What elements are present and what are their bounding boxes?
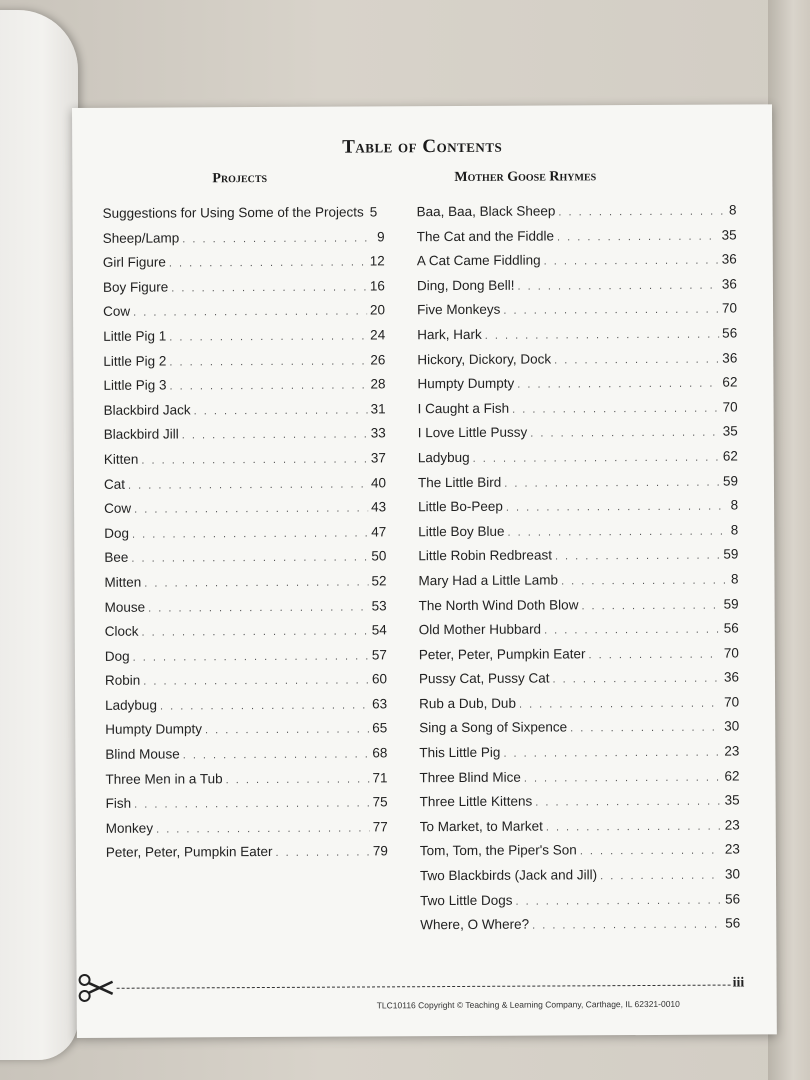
entry-page: 35 bbox=[721, 227, 737, 243]
dot-leader bbox=[508, 525, 728, 538]
dot-leader bbox=[503, 304, 719, 317]
toc-entry bbox=[104, 524, 386, 550]
entry-page: 63 bbox=[372, 696, 388, 712]
dot-leader bbox=[503, 747, 721, 760]
toc-entry bbox=[418, 522, 738, 548]
entry-page: 56 bbox=[722, 325, 738, 341]
toc-entry bbox=[419, 768, 739, 794]
dot-leader bbox=[553, 673, 721, 686]
dot-leader bbox=[544, 624, 721, 637]
entry-page: 57 bbox=[371, 647, 387, 663]
scissors-icon bbox=[77, 970, 117, 1006]
entry-page: 79 bbox=[372, 843, 388, 859]
entry-page: 59 bbox=[722, 473, 738, 489]
entry-page: 62 bbox=[722, 448, 738, 464]
entry-title: Little Boy Blue bbox=[418, 523, 505, 539]
toc-entry bbox=[419, 694, 739, 720]
dot-leader bbox=[194, 404, 368, 417]
dot-leader bbox=[128, 478, 368, 491]
dot-leader bbox=[580, 845, 722, 858]
entry-title: Ladybug bbox=[417, 449, 470, 466]
toc-entry bbox=[417, 252, 737, 278]
toc-entry bbox=[104, 450, 386, 476]
dot-leader bbox=[600, 870, 722, 883]
dot-leader bbox=[133, 306, 367, 319]
toc-entry bbox=[103, 204, 385, 230]
dot-leader bbox=[524, 771, 722, 784]
dot-leader bbox=[554, 353, 719, 366]
entry-page: 8 bbox=[730, 497, 739, 513]
entry-page: 70 bbox=[722, 399, 738, 415]
dot-leader bbox=[141, 626, 368, 639]
copyright-notice: TLC10116 Copyright © Teaching & Learning Company, Carthage, IL 62321-0010 bbox=[376, 998, 680, 1011]
dot-leader bbox=[144, 576, 368, 589]
toc-entry bbox=[418, 498, 738, 524]
entry-title: Mouse bbox=[104, 599, 146, 615]
entry-title: Fish bbox=[105, 795, 132, 812]
toc-entry bbox=[103, 327, 385, 353]
toc-entry bbox=[104, 426, 386, 452]
entry-title: Ding, Dong Bell! bbox=[416, 277, 515, 293]
entry-page: 43 bbox=[371, 499, 387, 515]
entry-title: Blackbird Jill bbox=[103, 426, 179, 443]
dot-leader bbox=[169, 355, 367, 368]
entry-page: 68 bbox=[372, 745, 388, 761]
entry-title: Little Pig 1 bbox=[103, 328, 167, 344]
dot-leader bbox=[134, 798, 370, 811]
toc-entry bbox=[418, 399, 738, 425]
entry-title: Boy Figure bbox=[102, 279, 169, 295]
entry-page: 40 bbox=[370, 474, 387, 490]
toc-entry bbox=[420, 842, 740, 868]
entry-title: Pussy Cat, Pussy Cat bbox=[418, 670, 550, 687]
entry-page: 30 bbox=[724, 866, 741, 882]
dot-leader bbox=[532, 919, 722, 932]
toc-entry bbox=[420, 817, 740, 843]
toc-entry bbox=[105, 770, 387, 796]
entry-title: The Little Bird bbox=[417, 474, 502, 490]
entry-title: Mary Had a Little Lamb bbox=[418, 572, 559, 589]
entry-page: 70 bbox=[721, 300, 738, 316]
entry-title: Cow bbox=[104, 500, 132, 516]
entry-page: 28 bbox=[370, 376, 386, 392]
entry-page: 53 bbox=[371, 597, 387, 613]
entry-title: Where, O Where? bbox=[420, 916, 530, 933]
entry-page: 35 bbox=[722, 423, 738, 439]
toc-entry bbox=[419, 670, 739, 696]
cut-line bbox=[117, 985, 731, 989]
entry-title: Old Mother Hubbard bbox=[418, 621, 542, 638]
dot-leader bbox=[530, 427, 719, 440]
entry-page: 23 bbox=[724, 743, 740, 759]
dot-leader bbox=[182, 232, 374, 245]
toc-entry bbox=[103, 229, 385, 255]
entry-title: This Little Pig bbox=[419, 744, 501, 761]
dot-leader bbox=[160, 699, 369, 712]
entry-title: Peter, Peter, Pumpkin Eater bbox=[418, 646, 586, 662]
entry-page: 62 bbox=[722, 374, 738, 390]
dot-leader bbox=[546, 820, 722, 833]
dot-leader bbox=[134, 503, 368, 516]
dot-leader bbox=[148, 601, 368, 614]
dot-leader bbox=[506, 501, 728, 514]
dot-leader bbox=[485, 329, 720, 342]
dot-leader bbox=[581, 599, 720, 612]
rhymes-list bbox=[417, 203, 741, 942]
entry-page: 75 bbox=[372, 794, 388, 810]
entry-page: 8 bbox=[728, 202, 737, 218]
toc-entry bbox=[417, 375, 737, 401]
entry-page: 65 bbox=[372, 720, 388, 736]
dot-leader bbox=[517, 378, 719, 391]
entry-page: 50 bbox=[371, 548, 387, 564]
toc-entry bbox=[103, 278, 385, 304]
projects-heading: Projects bbox=[212, 170, 268, 187]
entry-page: 36 bbox=[723, 669, 740, 685]
entry-title: Little Pig 2 bbox=[103, 353, 167, 369]
entry-page: 62 bbox=[724, 768, 740, 784]
dot-leader bbox=[588, 648, 720, 661]
entry-title: Rub a Dub, Dub bbox=[419, 695, 516, 712]
entry-title: A Cat Came Fiddling bbox=[416, 252, 541, 269]
entry-title: The Cat and the Fiddle bbox=[416, 228, 555, 244]
toc-entry bbox=[419, 645, 739, 671]
entry-title: Monkey bbox=[105, 820, 154, 836]
entry-title: The North Wind Doth Blow bbox=[418, 596, 579, 613]
toc-entry bbox=[420, 793, 740, 819]
entry-page: 54 bbox=[371, 622, 387, 638]
dot-leader bbox=[555, 550, 720, 563]
dot-leader bbox=[512, 402, 719, 415]
dot-leader bbox=[515, 894, 722, 907]
entry-title: Robin bbox=[104, 672, 141, 689]
entry-title: Humpty Dumpty bbox=[105, 721, 203, 738]
dot-leader bbox=[131, 552, 368, 565]
dot-leader bbox=[473, 452, 720, 465]
entry-page: 8 bbox=[730, 571, 739, 587]
dot-leader bbox=[544, 255, 719, 268]
dot-leader bbox=[183, 749, 370, 762]
entry-title: Blind Mouse bbox=[105, 746, 180, 762]
entry-page: 8 bbox=[730, 522, 739, 538]
entry-title: Kitten bbox=[103, 451, 139, 467]
entry-page: 56 bbox=[725, 915, 741, 931]
dot-leader bbox=[182, 429, 368, 442]
dot-leader bbox=[143, 675, 369, 688]
entry-page: 70 bbox=[723, 645, 739, 661]
entry-title: Cat bbox=[103, 476, 126, 492]
projects-list bbox=[103, 204, 388, 869]
dot-leader bbox=[561, 574, 728, 587]
toc-entry bbox=[420, 867, 740, 893]
dot-leader bbox=[132, 527, 368, 540]
toc-entry bbox=[419, 744, 739, 770]
toc-entry bbox=[417, 276, 737, 302]
toc-entry bbox=[419, 621, 739, 647]
entry-title: Humpty Dumpty bbox=[417, 375, 515, 392]
entry-page: 26 bbox=[370, 351, 386, 368]
entry-title: Two Little Dogs bbox=[420, 892, 513, 908]
dot-leader bbox=[535, 796, 721, 809]
entry-title: I Love Little Pussy bbox=[417, 424, 528, 441]
entry-title: Three Men in a Tub bbox=[105, 770, 223, 787]
entry-page: 20 bbox=[369, 302, 386, 318]
dot-leader bbox=[557, 230, 719, 243]
dot-leader bbox=[169, 257, 367, 270]
dot-leader bbox=[558, 206, 726, 219]
dot-leader bbox=[156, 822, 370, 835]
toc-entry bbox=[105, 647, 387, 673]
entry-title: Dog bbox=[104, 525, 130, 541]
toc-entry bbox=[417, 325, 737, 351]
entry-title: To Market, to Market bbox=[419, 818, 543, 835]
toc-entry bbox=[419, 596, 739, 622]
toc-entry bbox=[105, 696, 387, 722]
toc-entry bbox=[106, 819, 388, 845]
entry-page: 56 bbox=[725, 891, 741, 907]
toc-entry bbox=[103, 254, 385, 280]
entry-title: Suggestions for Using Some of the Projects bbox=[102, 204, 364, 221]
toc-entry bbox=[419, 719, 739, 745]
toc-entry bbox=[104, 401, 386, 427]
book-page bbox=[72, 104, 777, 1038]
toc-entry bbox=[103, 377, 385, 403]
entry-page: 77 bbox=[372, 819, 388, 835]
entry-page: 24 bbox=[370, 327, 386, 343]
toc-entry bbox=[418, 448, 738, 474]
entry-title: Hark, Hark bbox=[417, 326, 482, 343]
entry-title: I Caught a Fish bbox=[417, 400, 510, 416]
entry-page: 5 bbox=[369, 204, 378, 220]
toc-entry bbox=[103, 303, 385, 329]
toc-entry bbox=[106, 795, 388, 821]
entry-page: 31 bbox=[370, 401, 386, 417]
toc-entry bbox=[418, 473, 738, 499]
entry-page: 71 bbox=[372, 770, 388, 786]
entry-title: Two Blackbirds (Jack and Jill) bbox=[419, 867, 598, 884]
entry-page: 23 bbox=[724, 817, 740, 833]
entry-title: Little Robin Redbreast bbox=[418, 547, 552, 564]
dot-leader bbox=[169, 330, 367, 343]
entry-title: Three Blind Mice bbox=[419, 769, 521, 785]
dot-leader bbox=[133, 650, 369, 663]
toc-entry bbox=[105, 721, 387, 747]
toc-entry bbox=[105, 745, 387, 771]
entry-page: 9 bbox=[377, 228, 385, 244]
entry-page: 36 bbox=[721, 251, 737, 267]
toc-entry bbox=[103, 352, 385, 378]
entry-page: 35 bbox=[724, 792, 740, 808]
toc-entry bbox=[104, 499, 386, 525]
entry-page: 37 bbox=[370, 450, 386, 466]
entry-title: Ladybug bbox=[105, 697, 157, 713]
dot-leader bbox=[141, 453, 367, 466]
entry-page: 52 bbox=[371, 573, 387, 589]
facing-page-edge bbox=[0, 10, 78, 1060]
entry-title: Dog bbox=[104, 648, 130, 664]
toc-entry bbox=[418, 547, 738, 573]
rhymes-heading: Mother Goose Rhymes bbox=[454, 169, 597, 185]
dot-leader bbox=[504, 476, 720, 489]
toc-entry bbox=[106, 844, 388, 870]
page-number: iii bbox=[732, 975, 745, 991]
entry-page: 16 bbox=[369, 278, 385, 294]
entry-page: 59 bbox=[723, 596, 739, 612]
entry-page: 56 bbox=[723, 620, 739, 636]
entry-title: Clock bbox=[104, 623, 139, 639]
toc-entry bbox=[104, 475, 386, 501]
entry-title: Peter, Peter, Pumpkin Eater bbox=[105, 844, 273, 861]
toc-entry bbox=[105, 672, 387, 698]
entry-page: 59 bbox=[723, 546, 739, 562]
toc-entry bbox=[105, 598, 387, 624]
entry-page: 12 bbox=[369, 253, 385, 269]
entry-title: Cow bbox=[103, 304, 131, 320]
toc-entry bbox=[417, 350, 737, 376]
toc-entry bbox=[418, 424, 738, 450]
entry-page: 47 bbox=[371, 524, 387, 540]
entry-page: 33 bbox=[370, 425, 386, 441]
entry-title: Tom, Tom, the Piper's Son bbox=[419, 842, 577, 859]
entry-title: Bee bbox=[104, 550, 129, 566]
entry-title: Mitten bbox=[104, 574, 142, 590]
toc-entry bbox=[417, 227, 737, 253]
dot-leader bbox=[517, 279, 718, 292]
toc-entry bbox=[418, 571, 738, 597]
toc-entry bbox=[420, 891, 740, 917]
toc-entry bbox=[105, 622, 387, 648]
entry-title: Sheep/Lamp bbox=[102, 230, 180, 246]
entry-title: Girl Figure bbox=[102, 254, 166, 271]
toc-entry bbox=[420, 916, 740, 942]
entry-page: 36 bbox=[722, 350, 738, 366]
entry-title: Three Little Kittens bbox=[419, 793, 533, 810]
toc-entry bbox=[104, 549, 386, 575]
dot-leader bbox=[205, 724, 369, 737]
toc-entry bbox=[417, 301, 737, 327]
dot-leader bbox=[226, 773, 370, 786]
page-title: Table of Contents bbox=[342, 135, 503, 158]
entry-title: Hickory, Dickory, Dock bbox=[417, 351, 552, 367]
entry-page: 23 bbox=[724, 841, 740, 858]
entry-title: Blackbird Jack bbox=[103, 402, 191, 418]
toc-entry bbox=[104, 573, 386, 599]
entry-title: Sing a Song of Sixpence bbox=[419, 719, 568, 736]
entry-title: Baa, Baa, Black Sheep bbox=[416, 203, 556, 220]
dot-leader bbox=[169, 380, 367, 393]
dot-leader bbox=[171, 281, 367, 294]
toc-entry bbox=[417, 203, 737, 229]
dot-leader bbox=[570, 722, 721, 735]
entry-title: Little Pig 3 bbox=[103, 377, 167, 393]
entry-page: 70 bbox=[724, 694, 740, 710]
dot-leader bbox=[275, 847, 369, 859]
entry-title: Little Bo-Peep bbox=[418, 498, 503, 515]
entry-page: 36 bbox=[721, 276, 737, 292]
entry-page: 60 bbox=[371, 671, 388, 687]
entry-page: 30 bbox=[724, 718, 740, 735]
entry-title: Five Monkeys bbox=[417, 302, 501, 318]
dot-leader bbox=[519, 697, 721, 710]
